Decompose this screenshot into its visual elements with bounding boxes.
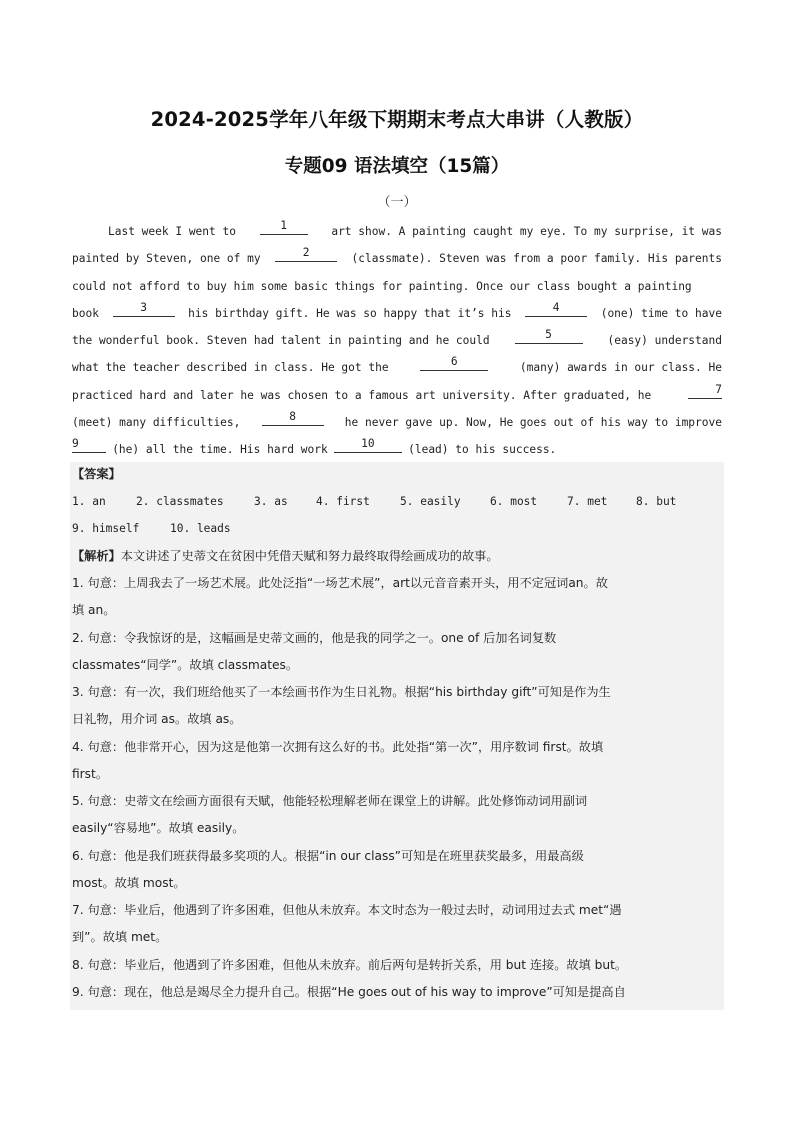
- analysis-line: easily“容易地”。故填 easily。: [72, 821, 245, 835]
- blank-3: 3: [113, 300, 175, 317]
- answer-item: 10. leads: [170, 522, 231, 535]
- answer-item: 5. easily: [400, 495, 461, 508]
- blank-9: 9: [72, 436, 106, 453]
- sub-title: 专题09 语法填空（15篇）: [284, 156, 510, 177]
- analysis-line: 9. 句意：现在，他总是竭尽全力提升自己。根据“He goes out of his way to improve”可知是提高自: [72, 985, 626, 999]
- analysis-line: 日礼物，用介词 as。故填 as。: [72, 712, 242, 726]
- analysis-line: 到”。故填 met。: [72, 930, 168, 944]
- analysis-line: 3. 句意：有一次，我们班给他买了一本绘画书作为生日礼物。根据“his birthday gift”可知是作为生: [72, 685, 611, 699]
- answer-item: 9. himself: [72, 522, 140, 535]
- passage-line: [72, 300, 722, 327]
- answer-heading: 【答案】: [72, 467, 121, 481]
- analysis-line: most。故填 most。: [72, 876, 186, 890]
- blank-8: 8: [262, 409, 324, 426]
- answer-item: 8. but: [636, 495, 677, 508]
- blank-6: 6: [420, 354, 488, 371]
- cloze-passage: [72, 218, 722, 464]
- passage-text: book: [72, 306, 99, 320]
- passage-text: his birthday gift. He was so happy that it’s his: [188, 306, 512, 320]
- passage-line: [72, 436, 722, 463]
- passage-line: [72, 327, 722, 354]
- analysis-line: 7. 句意：毕业后，他遇到了许多困难，但他从未放弃。本文时态为一般过去时，动词用过去式 met“遇: [72, 903, 622, 917]
- passage-line: [72, 382, 722, 409]
- analysis-line: 填 an。: [72, 603, 116, 617]
- analysis-summary-line: [72, 543, 722, 570]
- answer-row-1: [72, 488, 722, 515]
- passage-text: (lead) to his success.: [408, 443, 557, 457]
- passage-line: [72, 273, 722, 300]
- passage-text: he never gave up. Now, He goes out of his way to improve: [344, 416, 722, 430]
- blank-2: 2: [275, 245, 337, 262]
- passage-text: what the teacher described in class. He got the: [72, 361, 389, 375]
- analysis-line: 4. 句意：他非常开心，因为这是他第一次拥有这么好的书。此处指“第一次”，用序数词 first。故填: [72, 740, 604, 754]
- answer-item: 3. as: [254, 495, 288, 508]
- answer-item: 4. first: [316, 495, 370, 508]
- analysis-line: 5. 句意：史蒂文在绘画方面很有天赋，他能轻松理解老师在课堂上的讲解。此处修饰动词用副词: [72, 794, 588, 808]
- passage-line: [72, 245, 722, 272]
- analysis-heading: 【解析】: [72, 549, 121, 563]
- answer-item: 7. met: [567, 495, 608, 508]
- answer-row-2: [72, 515, 722, 542]
- passage-text: could not afford to buy him some basic things for painting. Once our class bought a painting: [72, 279, 692, 293]
- analysis-line: 1. 句意：上周我去了一场艺术展。此处泛指“一场艺术展”，art以元音音素开头，用不定冠词an。故: [72, 576, 608, 590]
- blank-1: 1: [260, 218, 308, 235]
- passage-line: [72, 409, 722, 436]
- passage-text: (many) awards in our class. He: [519, 361, 722, 375]
- answer-item: 1. an: [72, 495, 106, 508]
- analysis-line: 2. 句意：令我惊讶的是，这幅画是史蒂文画的，他是我的同学之一。one of 后加名词复数: [72, 631, 557, 645]
- analysis-summary: 本文讲述了史蒂文在贫困中凭借天赋和努力最终取得绘画成功的故事。: [120, 549, 499, 563]
- blank-5: 5: [515, 327, 583, 344]
- passage-text: (classmate). Steven was from a poor family. His parents: [351, 252, 722, 266]
- passage-text: (easy) understand: [607, 334, 722, 348]
- blank-10: 10: [334, 436, 402, 453]
- main-title: 2024-2025学年八年级下期期末考点大串讲（人教版）: [150, 108, 644, 131]
- analysis-line: first。: [72, 767, 109, 781]
- analysis-line: 8. 句意：毕业后，他遇到了许多困难，但他从未放弃。前后两句是转折关系，用 but 连接。故填 but。: [72, 958, 628, 972]
- answer-item: 6. most: [490, 495, 538, 508]
- analysis-line: 6. 句意：他是我们班获得最多奖项的人。根据“in our class”可知是在班里获奖最多，用最高级: [72, 849, 584, 863]
- passage-text: (he) all the time. His hard work: [112, 443, 328, 457]
- blank-7: 7: [688, 382, 722, 399]
- passage-text: the wonderful book. Steven had talent in painting and he could: [72, 334, 490, 348]
- answer-item: 2. classmates: [136, 495, 224, 508]
- passage-line: [72, 354, 722, 381]
- blank-4: 4: [525, 300, 587, 317]
- passage-text: (meet) many difficulties,: [72, 416, 241, 430]
- passage-text: art show. A painting caught my eye. To my surprise, it was: [331, 225, 722, 238]
- analysis-line: classmates“同学”。故填 classmates。: [72, 658, 299, 672]
- passage-text: painted by Steven, one of my: [72, 252, 261, 266]
- passage-line: [72, 218, 722, 245]
- passage-text: practiced hard and later he was chosen to a famous art university. After graduated, he: [72, 388, 652, 402]
- passage-text: Last week I went to: [108, 225, 236, 238]
- section-number: （一）: [377, 195, 417, 210]
- passage-text: (one) time to have: [600, 306, 722, 320]
